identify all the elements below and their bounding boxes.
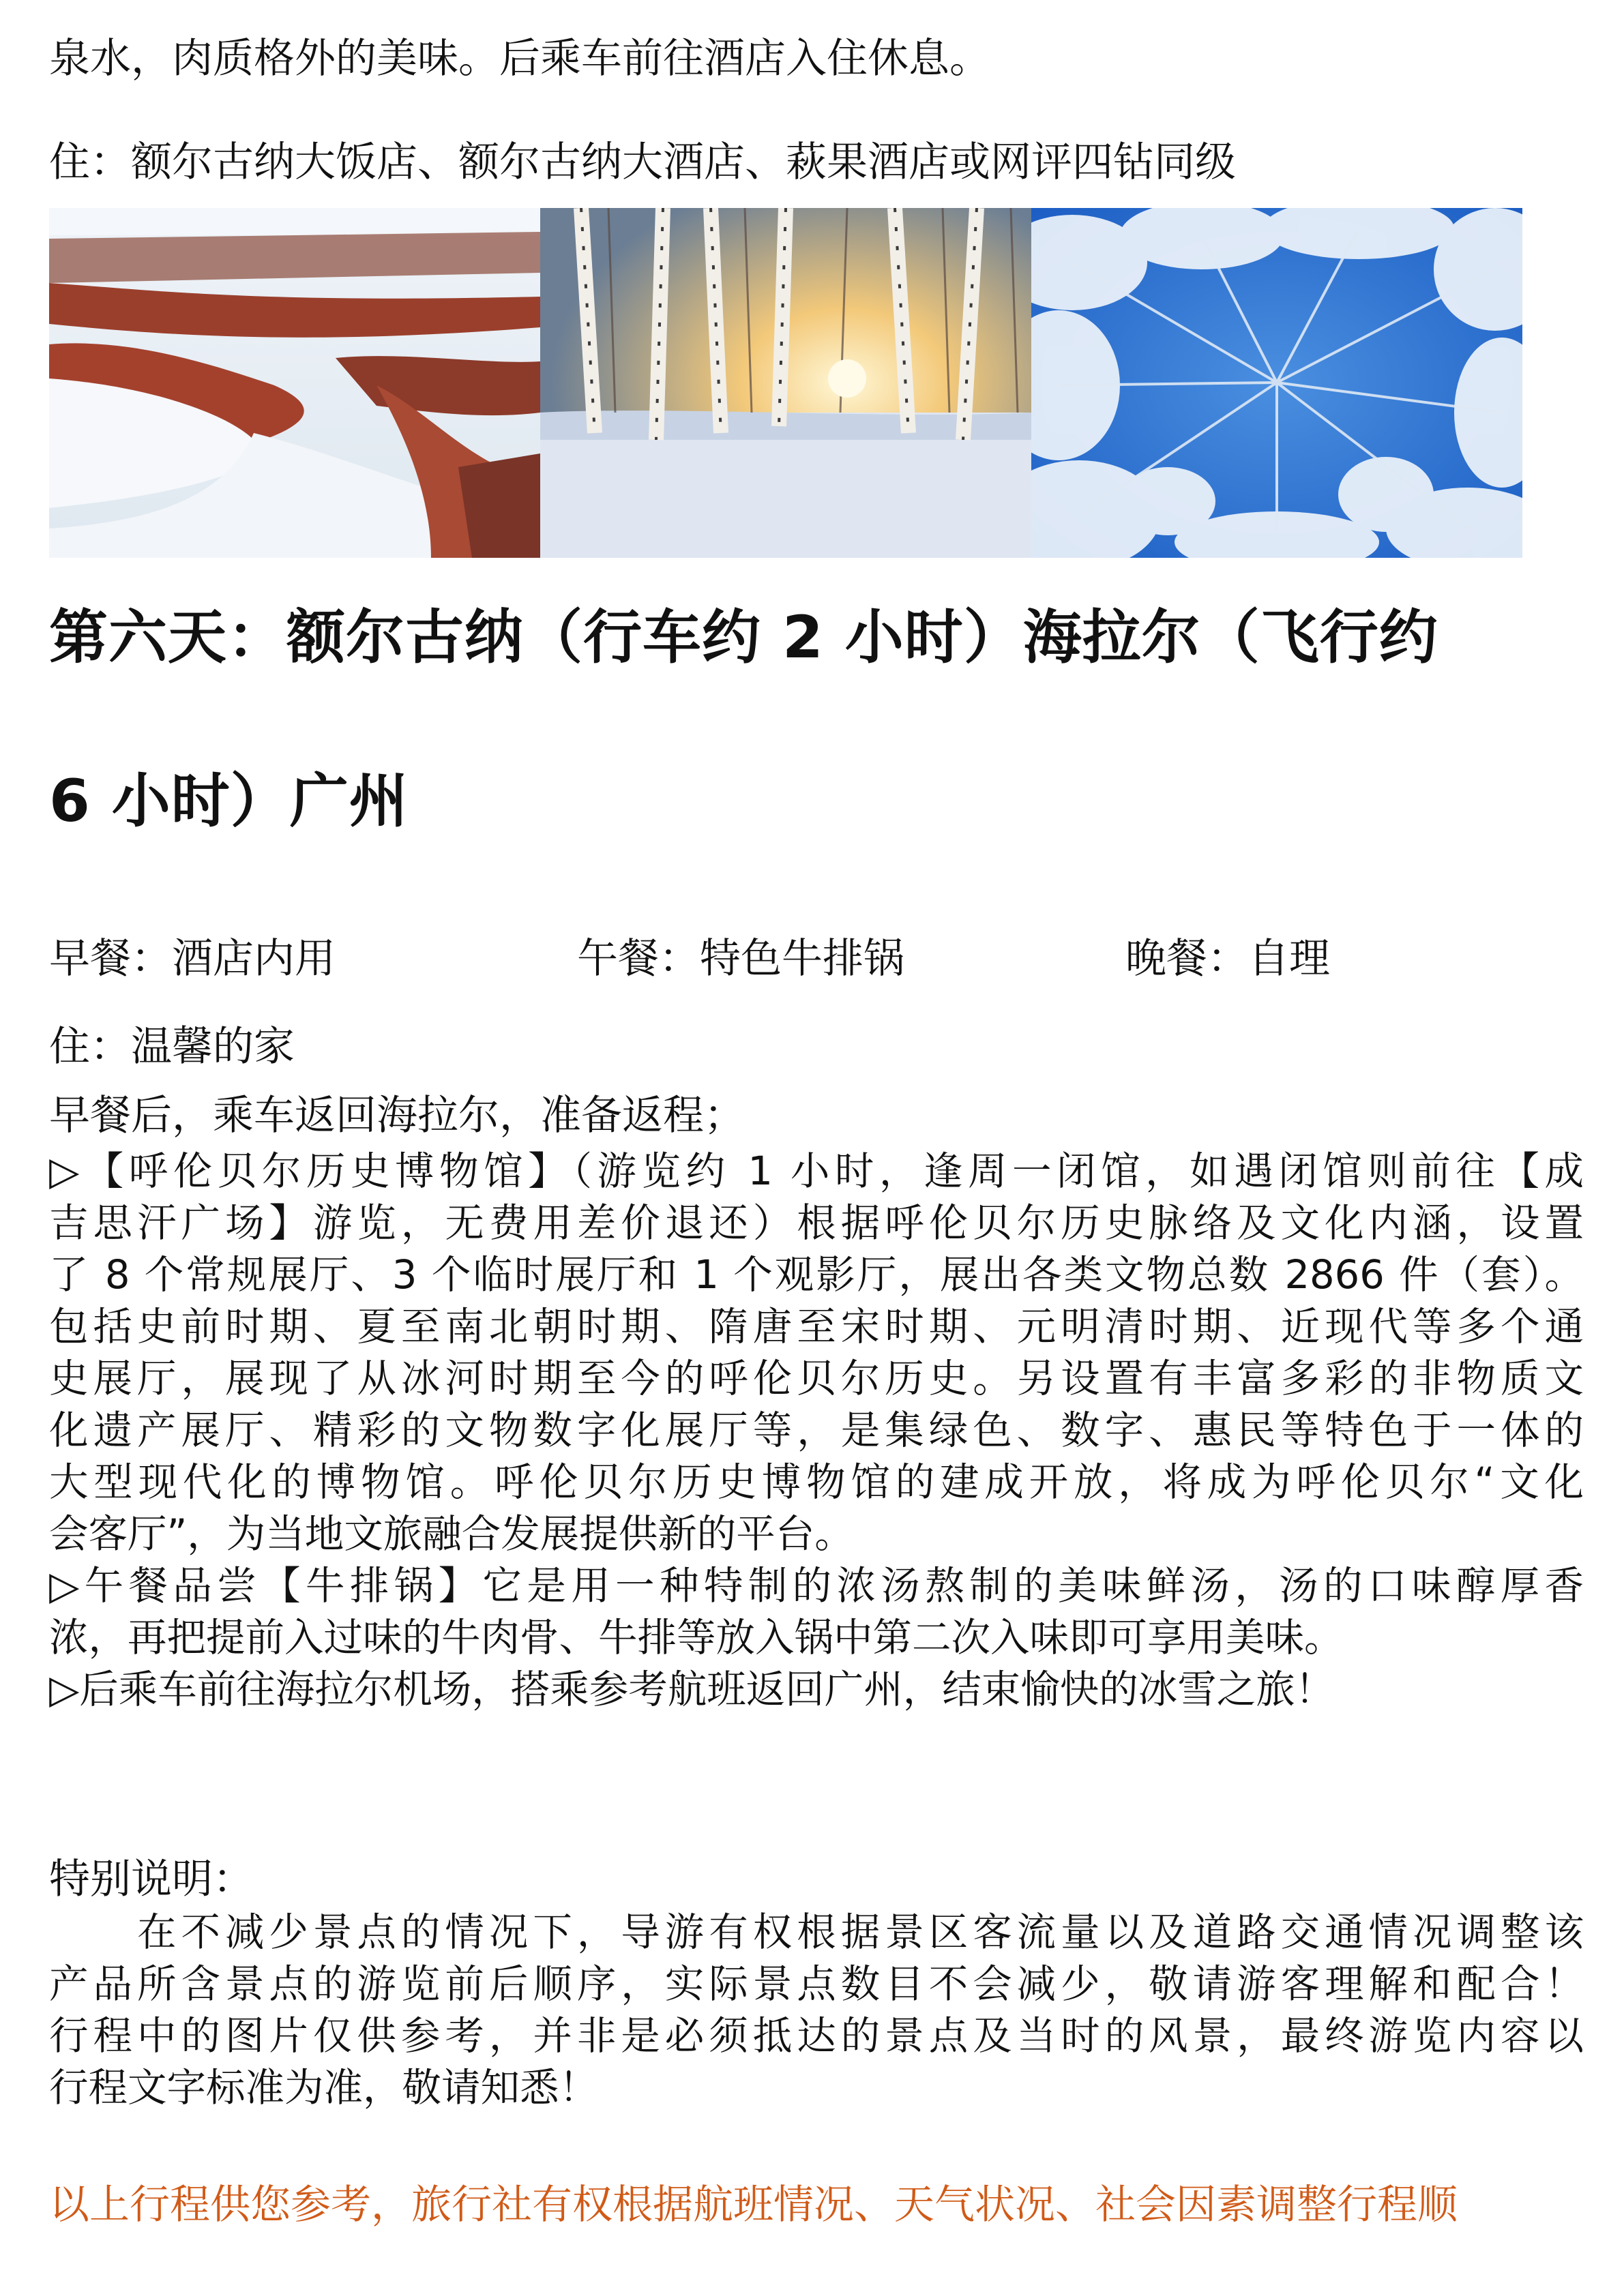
paragraph-line: 大型现代化的博物馆。呼伦贝尔历史博物馆的建成开放，将成为呼伦贝尔“文化 — [49, 1459, 1584, 1505]
paragraph-line: ▷【呼伦贝尔历史博物馆】（游览约 1 小时，逢周一闭馆，如遇闭馆则前往【成 — [49, 1148, 1584, 1194]
paragraph-line: 史展厅，展现了从冰河时期至今的呼伦贝尔历史。另设置有丰富多彩的非物质文 — [49, 1356, 1584, 1401]
special-notes-line: 行程文字标准为准，敬请知悉！ — [49, 2065, 598, 2111]
day-heading-line1: 第六天：额尔古纳（行车约 2 小时）海拉尔（飞行约 — [49, 603, 1438, 672]
paragraph-line: 包括史前时期、夏至南北朝时期、隋唐至宋时期、元明清时期、近现代等多个通 — [49, 1304, 1584, 1350]
frosted-trees-blue-sky-photo — [1031, 208, 1522, 558]
intro-text-line: 泉水，肉质格外的美味。后乘车前往酒店入住休息。 — [49, 35, 990, 83]
paragraph-line: 吉思汗广场】游览，无费用差价退还）根据呼伦贝尔历史脉络及文化内涵，设置 — [49, 1200, 1584, 1246]
paragraph-line: 了 8 个常规展厅、3 个临时展厅和 1 个观影厅，展出各类文物总数 2866 件（套）。 — [49, 1252, 1584, 1298]
paragraph-line: ▷午餐品尝【牛排锅】它是用一种特制的浓汤熬制的美味鲜汤，汤的口味醇厚香 — [49, 1563, 1584, 1609]
breakfast-info: 早餐：酒店内用 — [49, 935, 336, 983]
itinerary-disclaimer: 以上行程供您参考，旅行社有权根据航班情况、天气状况、社会因素调整行程顺 — [49, 2181, 1458, 2228]
day-intro: 早餐后，乘车返回海拉尔，准备返程； — [49, 1092, 745, 1139]
special-notes-line: 行程中的图片仅供参考，并非是必须抵达的景点及当时的风景，最终游览内容以 — [49, 2013, 1584, 2059]
day-heading-line2: 6 小时）广州 — [49, 767, 409, 835]
special-notes-line: 在不减少景点的情况下，导游有权根据景区客流量以及道路交通情况调整该 — [49, 1909, 1584, 1955]
photo-strip — [49, 208, 1522, 558]
paragraph-line: 化遗产展厅、精彩的文物数字化展厅等，是集绿色、数字、惠民等特色于一体的 — [49, 1407, 1584, 1453]
birch-forest-sunset-photo — [540, 208, 1031, 558]
paragraph-line: 浓，再把提前入过味的牛肉骨、牛排等放入锅中第二次入味即可享用美味。 — [49, 1615, 1344, 1660]
stay-info: 住：温馨的家 — [49, 1023, 295, 1071]
dinner-info: 晚餐：自理 — [1125, 935, 1330, 983]
museum-paragraph — [49, 1146, 1584, 1716]
snowy-river-landscape-photo — [49, 208, 540, 558]
paragraph-line: ▷后乘车前往海拉尔机场，搭乘参考航班返回广州，结束愉快的冰雪之旅！ — [49, 1667, 1335, 1712]
special-notes-body — [49, 1907, 1584, 2114]
accommodation-text: 住：额尔古纳大饭店、额尔古纳大酒店、萩果酒店或网评四钻同级 — [49, 138, 1236, 186]
special-notes-line: 产品所含景点的游览前后顺序，实际景点数目不会减少，敬请游客理解和配合！ — [49, 1961, 1584, 2007]
special-notes-title: 特别说明： — [49, 1855, 254, 1903]
lunch-info: 午餐：特色牛排锅 — [577, 935, 904, 983]
paragraph-line: 会客厅”，为当地文旅融合发展提供新的平台。 — [49, 1511, 854, 1557]
